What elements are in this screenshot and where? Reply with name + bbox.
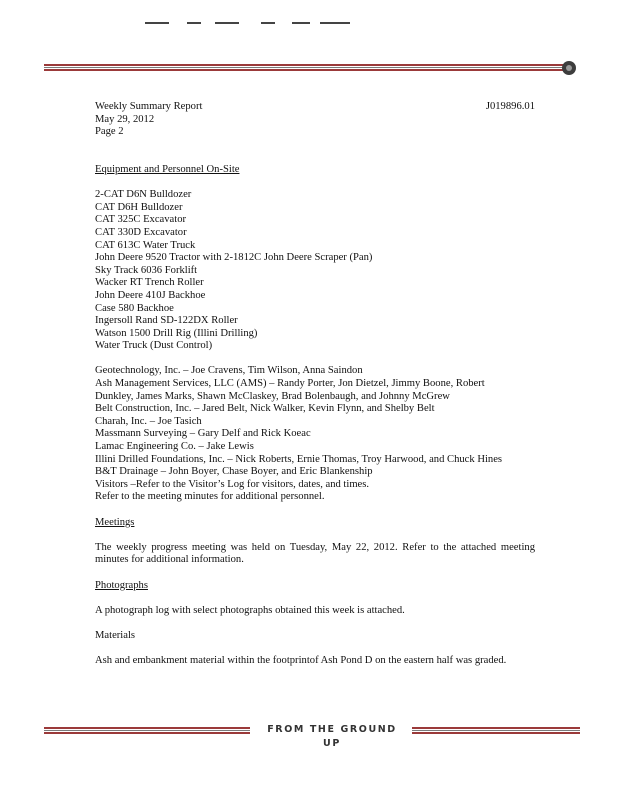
equipment-list (95, 189, 535, 353)
list-item: Charah, Inc. – Joe Tasich (95, 415, 202, 427)
logo-badge-icon (562, 61, 576, 75)
list-item: Refer to the meeting minutes for additional personnel. (95, 491, 325, 503)
materials-body: Ash and embankment material within the footprintof Ash Pond D on the eastern half was graded. (95, 655, 507, 667)
list-item: CAT D6H Bulldozer (95, 201, 183, 213)
list-item: CAT 613C Water Truck (95, 239, 196, 251)
meetings-body: The weekly progress meeting was held on Tuesday, May 22, 2012. Refer to the attached meeting minutes for additional information. (95, 541, 535, 566)
equipment-heading: Equipment and Personnel On-Site (95, 163, 240, 175)
list-item: Illini Drilled Foundations, Inc. – Nick Roberts, Ernie Thomas, Troy Harwood, and Chuck Hines (95, 453, 503, 465)
report-id: J019896.01 (485, 101, 535, 112)
list-item: Geotechnology, Inc. – Joe Cravens, Tim Wilson, Anna Saindon (95, 365, 363, 377)
list-item: Water Truck (Dust Control) (95, 340, 213, 352)
materials-heading: Materials (95, 629, 136, 641)
tick-mark (320, 22, 350, 24)
footer (44, 723, 580, 749)
list-item: Sky Track 6036 Forklift (95, 264, 198, 276)
report-header (95, 101, 535, 114)
page-number: Page 2 (95, 126, 124, 138)
document-body (95, 101, 535, 668)
list-item: Ash Management Services, LLC (AMS) – Randy Porter, Jon Dietzel, Jimmy Boone, Robert (95, 378, 485, 390)
list-item: CAT 330D Excavator (95, 226, 187, 238)
list-item: Watson 1500 Drill Rig (Illini Drilling) (95, 327, 258, 339)
photographs-heading: Photographs (95, 579, 148, 591)
list-item: John Deere 410J Backhoe (95, 289, 206, 301)
tick-mark (261, 22, 275, 24)
list-item: Visitors –Refer to the Visitor’s Log for visitors, dates, and times. (95, 478, 370, 490)
personnel-list (95, 365, 535, 504)
list-item: Wacker RT Trench Roller (95, 277, 204, 289)
header-rule (44, 64, 568, 72)
list-item: CAT 325C Excavator (95, 214, 187, 226)
list-item: B&T Drainage – John Boyer, Chase Boyer, and Eric Blankenship (95, 466, 373, 478)
tick-mark (145, 22, 169, 24)
meetings-heading: Meetings (95, 516, 135, 528)
list-item: Case 580 Backhoe (95, 302, 174, 314)
tick-mark (187, 22, 201, 24)
tick-mark (215, 22, 239, 24)
list-item: Massmann Surveying – Gary Delf and Rick Koeac (95, 428, 311, 440)
list-item: Belt Construction, Inc. – Jared Belt, Nick Walker, Kevin Flynn, and Shelby Belt (95, 403, 435, 415)
footer-rule-left (44, 727, 250, 734)
list-item: Lamac Engineering Co. – Jake Lewis (95, 441, 254, 453)
list-item: John Deere 9520 Tractor with 2-1812C John Deere Scraper (Pan) (95, 252, 373, 264)
tick-mark (292, 22, 310, 24)
report-title: Weekly Summary Report (95, 101, 203, 112)
footer-slogan: FROM THE GROUND UP (267, 724, 397, 749)
photographs-body: A photograph log with select photographs obtained this week is attached. (95, 604, 405, 616)
list-item: Ingersoll Rand SD-122DX Roller (95, 315, 238, 327)
report-date: May 29, 2012 (95, 113, 155, 125)
list-item: 2-CAT D6N Bulldozer (95, 189, 192, 201)
list-item: Dunkley, James Marks, Shawn McClaskey, Brad Bolenbaugh, and Johnny McGrew (95, 390, 450, 402)
footer-rule-right (412, 727, 580, 734)
